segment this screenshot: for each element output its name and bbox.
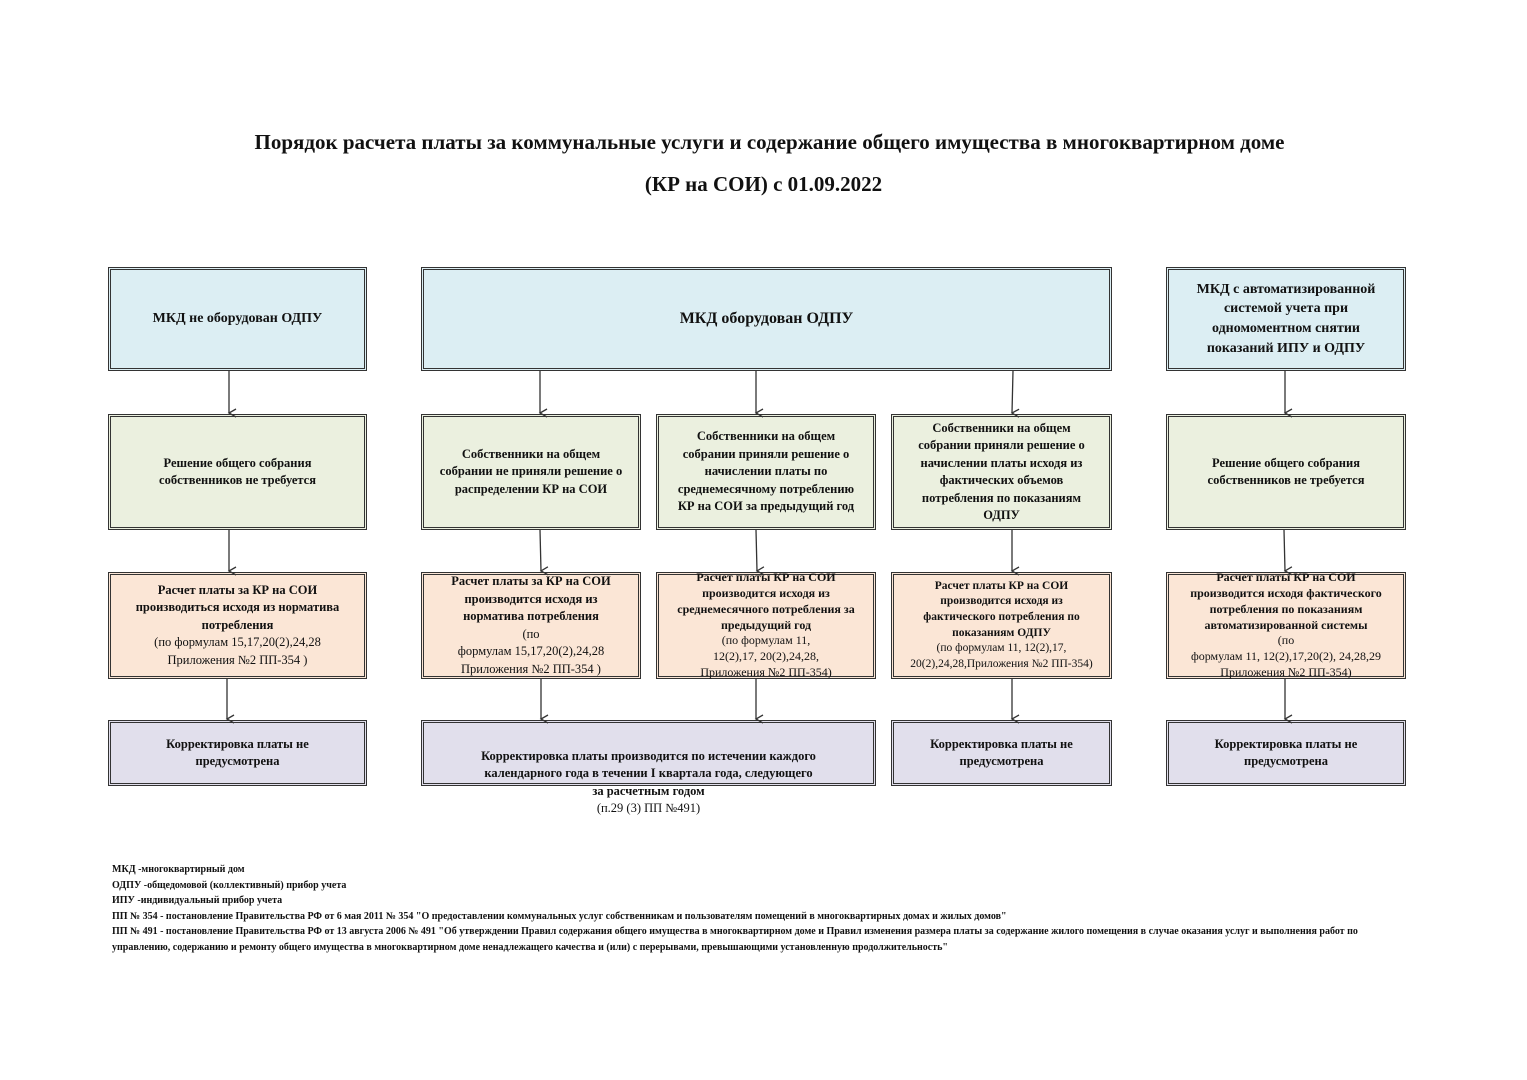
footnote-pp354: ПП № 354 - постановление Правительства РФ от 6 мая 2011 № 354 "О предоставлении коммунальных услуг собственникам и пользователям помещений в многоквартирных домах и жилых домов" xyxy=(112,910,1007,922)
decision-not-required-col1: Решение общего собрания собственников не требуется xyxy=(108,414,367,530)
arrow-col3-2 xyxy=(1284,530,1285,571)
footnote-pp491: ПП № 491 - постановление Правительства РФ от 13 августа 2006 № 491 "Об утверждении Правил содержания общего имущества в многоквартирном доме и Правил изменения размера платы за содержание жилого помещения в случае оказания услуг и выполнения работ по управлению, содержанию и ремонту общего имущества в многоквартирном доме ненадлежащего качества и (или) с перерывами, превышающими установленную продолжительность" xyxy=(112,926,1358,953)
correction-none-col3: Корректировка платы не предусмотрена xyxy=(1166,720,1406,786)
arrow-odpu-b2 xyxy=(756,530,757,571)
decision-actual-volumes: Собственники на общем собрании приняли решение о начислении платы исходя из фактических объемов потребления по показаниям ОДПУ xyxy=(891,414,1112,530)
correction-annual-ref: (п.29 (3) ПП №491) xyxy=(596,801,701,815)
decision-not-required-col3: Решение общего собрания собственников не требуется xyxy=(1166,414,1406,530)
calc-norm-col1-main: Расчет платы за КР на СОИ производиться исходя из норматива потребления xyxy=(135,582,340,632)
calc-automated-main: Расчет платы КР на СОИ производится исходя фактического потребления по показаниям автоматизированной системы xyxy=(1190,569,1382,632)
arrow-odpu-c1 xyxy=(1012,371,1013,413)
arrow-odpu-a2 xyxy=(540,530,541,571)
calc-automated-formulas: (по формулам 11, 12(2),17,20(2), 24,28,29 Приложения №2 ПП-354) xyxy=(1190,633,1382,680)
calc-norm-col1-formulas: (по формулам 15,17,20(2),24,28 Приложения №2 ПП-354 ) xyxy=(154,635,321,667)
decision-average-consumption: Собственники на общем собрании приняли решение о начислении платы по среднемесячному потреблению КР на СОИ за предыдущий год xyxy=(656,414,876,530)
footnote-odpu: ОДПУ -общедомовой (коллективный) прибор учета xyxy=(112,879,347,891)
footnotes xyxy=(112,862,1412,955)
correction-annual-main: Корректировка платы производится по истечении каждого календарного года в течении I квартала года, следующего за расчетным годом xyxy=(481,748,816,798)
calc-actual-odpu-main: Расчет платы КР на СОИ производится исходя из фактического потребления по показаниям ОДПУ xyxy=(923,579,1080,639)
footnote-ipu: ИПУ -индивидуальный прибор учета xyxy=(112,895,283,906)
header-with-odpu: МКД оборудован ОДПУ xyxy=(421,267,1112,371)
decision-not-adopted: Собственники на общем собрании не приняли решение о распределении КР на СОИ xyxy=(421,414,641,530)
calc-norm-odpu-formulas: (по формулам 15,17,20(2),24,28 Приложения №2 ПП-354 ) xyxy=(457,626,605,676)
diagram-title-line1: Порядок расчета платы за коммунальные услуги и содержание общего имущества в многоквартирном доме xyxy=(254,130,1285,154)
header-no-odpu: МКД не оборудован ОДПУ xyxy=(108,267,367,371)
correction-none-col2: Корректировка платы не предусмотрена xyxy=(891,720,1112,786)
correction-none-col1: Корректировка платы не предусмотрена xyxy=(108,720,367,786)
calc-average-main: Расчет платы КР на СОИ производится исходя из среднемесячного потребления за предыдущий год xyxy=(677,569,855,632)
calc-actual-odpu-formulas: (по формулам 11, 12(2),17, 20(2),24,28,Приложения №2 ПП-354) xyxy=(910,642,1093,670)
calc-norm-odpu-main: Расчет платы за КР на СОИ производится исходя из норматива потребления xyxy=(451,574,611,623)
diagram-title-line2: (КР на СОИ) с 01.09.2022 xyxy=(644,172,883,196)
header-automated-system: МКД с автоматизированной системой учета при одномоментном снятии показаний ИПУ и ОДПУ xyxy=(1166,267,1406,371)
calc-average-formulas: (по формулам 11, 12(2),17, 20(2),24,28, Приложения №2 ПП-354) xyxy=(700,633,832,680)
footnote-mkd: МКД -многоквартирный дом xyxy=(112,864,245,875)
